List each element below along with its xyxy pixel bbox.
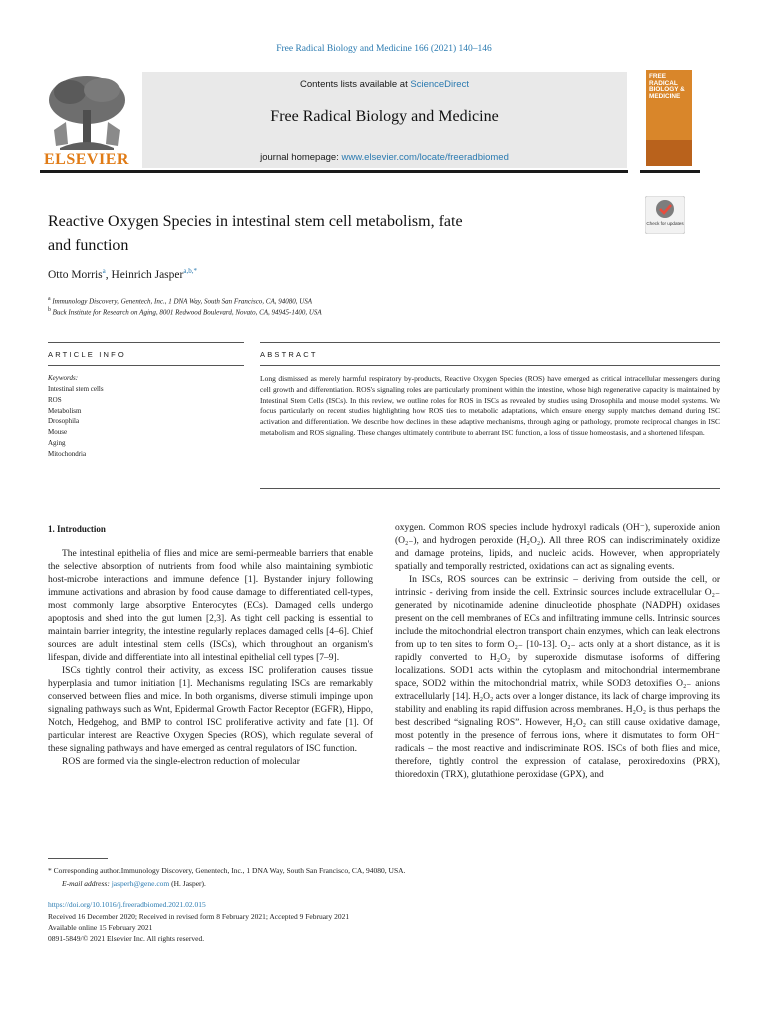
cover-title: FREE RADICAL BIOLOGY & MEDICINE: [649, 73, 685, 100]
author-affiliation-marker[interactable]: a: [102, 267, 106, 275]
affiliation-text: Immunology Discovery, Genentech, Inc., 1 DNA Way, South San Francisco, CA, 94080, USA: [52, 297, 313, 306]
journal-title: Free Radical Biology and Medicine: [270, 108, 499, 125]
title-line-2: and function: [48, 237, 129, 254]
keywords-label: Keywords:: [48, 374, 79, 382]
footnote-rule: [48, 858, 108, 859]
keyword: ROS: [48, 395, 62, 404]
abstract-heading: ABSTRACT: [260, 350, 318, 359]
abstract-text: Long dismissed as merely harmful respiratory by-products, Reactive Oxygen Species (ROS) have emerged as critical intracellular messengers during cell growth and differentiation. ROS's signaling roles are particularly prominent within the intestine, whose high regenerative capacity is maintained by Intestinal Stem Cells (ISCs). In this review, we outline roles for ROS in ISCs as revealed by studies using Drosophila and mouse model systems. We focus particularly on recent studies highlighting how ROS ties to metabolic adaptations, which ensure energy supply matches demand during ISC activation and differentiation. We describe how declines in these adaptive mechanisms, through aging or pathology, promote reciprocal changes in ISC metabolism and ROS signaling. These changes ultimately contribute to aberrant ISC function, a loss of tissue homeostasis, and a shortened lifespan.: [260, 374, 720, 437]
journal-homepage-link[interactable]: www.elsevier.com/locate/freeradbiomed: [341, 152, 509, 163]
divider: [48, 342, 244, 343]
homepage-line: [142, 152, 627, 163]
available-online: Available online 15 February 2021: [48, 923, 153, 932]
affiliation-b: [48, 307, 322, 316]
divider: [260, 342, 720, 343]
email-link[interactable]: jasperh@gene.com: [111, 879, 170, 888]
corresponding-author-note: * Corresponding author.Immunology Discovery, Genentech, Inc., 1 DNA Way, South San Francisco, CA, 94080, USA.: [48, 866, 406, 875]
check-for-updates-badge[interactable]: [645, 196, 685, 234]
masthead-rule-right: [640, 170, 700, 173]
contents-line: [142, 79, 627, 90]
keyword: Mouse: [48, 428, 68, 437]
affiliation-marker: a: [48, 296, 51, 302]
homepage-prefix: journal homepage:: [260, 152, 342, 163]
author-name[interactable]: Otto Morris: [48, 268, 103, 281]
keyword: Metabolism: [48, 406, 82, 415]
body-paragraph: oxygen. Common ROS species include hydroxyl radicals (OH⁻), superoxide anion (O₂₋), and hydrogen peroxide (H₂O₂). All three ROS can indiscriminately oxidize and damage proteins, lipids, and nucleic acids. However, when appropriately spatially and temporally restricted, oxidations can act as signaling events.: [395, 523, 720, 572]
keyword: Drosophila: [48, 417, 80, 426]
keywords-list: [48, 384, 104, 460]
body-paragraph: ROS are formed via the single-electron reduction of molecular: [62, 757, 300, 767]
paper-title: [48, 210, 608, 258]
affiliation-text: Buck Institute for Research on Aging, 8001 Redwood Boulevard, Novato, CA, 94945-1400, USA: [52, 308, 322, 317]
email-label: E-mail address:: [62, 879, 112, 888]
email-note: [62, 879, 206, 889]
divider: [260, 488, 720, 489]
body-column-left: [48, 548, 373, 769]
publisher-wordmark: ELSEVIER: [44, 151, 129, 168]
journal-cover-thumbnail[interactable]: [646, 70, 692, 166]
body-column-right: [395, 522, 720, 782]
author-affiliation-marker[interactable]: a,b,*: [183, 267, 197, 275]
keyword: Mitochondria: [48, 449, 87, 458]
keyword: Aging: [48, 438, 66, 447]
author-separator: ,: [105, 268, 112, 281]
divider: [260, 365, 720, 366]
contents-prefix: Contents lists available at: [300, 79, 411, 90]
sciencedirect-link[interactable]: ScienceDirect: [410, 79, 469, 90]
doi-link[interactable]: https://doi.org/10.1016/j.freeradbiomed.2021.02.015: [48, 900, 206, 909]
section-heading-introduction: 1. Introduction: [48, 524, 106, 534]
copyright-line: 0891-5849/© 2021 Elsevier Inc. All rights reserved.: [48, 934, 205, 943]
check-updates-label: Check for updates: [646, 221, 684, 226]
affiliation-a: [48, 296, 312, 305]
body-paragraph: The intestinal epithelia of flies and mice are semi-permeable barriers that enable the selective absorption of nutrients from food while also maintaining symbiotic host-microbe interactions and immune defence [1]. Bystander injury following immune activations and abrasion by food cause damage to differentiated cell-types, most commonly large absorptive Enterocytes (ECs). Damaged cells undergo apoptosis and shed into the gut lumen [2,3]. As tight cell packing is essential to maintain barrier integrity, the intestine regularly replaces damaged cells [4–6]. Chief sources are adult intestinal stem cells (ISCs), which throughout an organism's lifespan, divide and differentiate into all intestinal epithelial cell types [7–9].: [48, 549, 373, 663]
divider: [48, 365, 244, 366]
cover-band: [646, 140, 692, 166]
body-paragraph: In ISCs, ROS sources can be extrinsic – deriving from outside the cell, or intrinsic - deriving from inside the cell. Extrinsic sources include extracellular O₂₋ generated by nicotinamide adenine dinucleotide phosphate (NADPH) oxidases present on the cell membranes of ECs and infiltrating immune cells. Intrinsic sources include the mitochondrial electron transport chain enzymes, which can leak electrons from up to ten sites to form O₂₋ [10-13]. O₂₋ acts only at a short distance, as it is rapidly converted to H₂O₂ by superoxide dismutase isoforms of differing localizations. SOD1 acts within the cytoplasm and mitochondrial intermembrane space, SOD2 within the mitochondrial matrix, while SOD3 detoxifies O₂₋ anions extracellularly [14]. H₂O₂ acts over a longer distance, its lack of charge improving its stability and enabling its rapid diffusion across membranes. H₂O₂ is thus perhaps the best described “signaling ROS”. However, H₂O₂ can still cause oxidative damage, most potently in the presence of ferrous ions, where it dismutates to form OH⁻ radicals – the most reactive and indiscriminate ROS. ISCs of both flies and mice, therefore, tightly control the expression of catalase, peroxiredoxins (PRX), thioredoxin (TRX), glutathione peroxidase (GPX), and: [395, 575, 720, 780]
received-dates: Received 16 December 2020; Received in revised form 8 February 2021; Accepted 9 February 2021: [48, 912, 350, 921]
article-info-heading: ARTICLE INFO: [48, 350, 126, 359]
keyword: Intestinal stem cells: [48, 385, 104, 393]
running-head[interactable]: Free Radical Biology and Medicine 166 (2021) 140–146: [276, 44, 492, 54]
email-suffix: (H. Jasper).: [169, 879, 206, 888]
body-paragraph: ISCs tightly control their activity, as excess ISC proliferation causes tissue hyperplasia and tumor initiation [1]. Mechanisms regulating ISCs are remarkably conserved between flies and mice. In both organisms, diverse stimuli impinge upon signaling pathways such as Wnt, Epidermal Growth Factor Receptor (EGFR), Hippo, Notch, Hedgehog, and BMP to control ISC proliferative activity and fate [1]. Of particular interest are Reactive Oxygen Species (ROS), which regulate several of these signaling pathways and have emerged as central regulators of ISC function.: [48, 666, 373, 754]
affiliation-marker: b: [48, 307, 51, 313]
title-line-1: Reactive Oxygen Species in intestinal stem cell metabolism, fate: [48, 213, 463, 230]
masthead-rule: [40, 170, 628, 173]
author-name[interactable]: Heinrich Jasper: [111, 268, 184, 281]
author-list: [48, 267, 197, 281]
